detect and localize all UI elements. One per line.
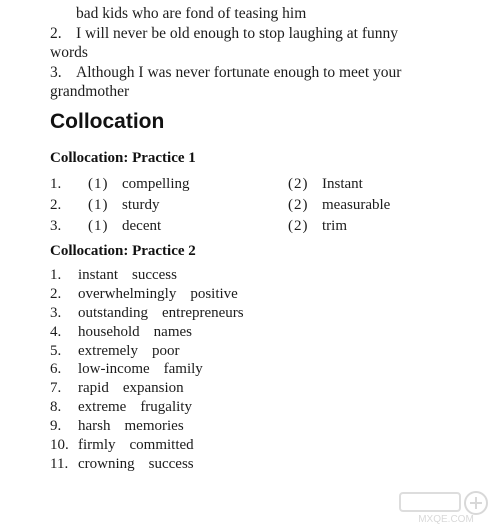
collocation-word-1: instant <box>78 267 118 283</box>
practice2-row <box>50 323 480 342</box>
practice2-row <box>50 304 480 323</box>
watermark-stamp <box>396 489 496 525</box>
collocation-word-1: extremely <box>78 342 138 359</box>
collocation-word-2: success <box>132 267 177 283</box>
practice1-row <box>50 216 480 237</box>
stamp-logo-icon <box>400 492 487 514</box>
row-number: 5. <box>50 342 62 359</box>
collocation-word-1: outstanding <box>78 304 148 321</box>
collocation-word-1: overwhelmingly <box>78 285 177 302</box>
practice1-row <box>50 195 480 216</box>
collocation-word-2: poor <box>151 342 180 359</box>
part-label: (1) <box>88 197 109 213</box>
collocation-word-2: memories <box>124 418 184 435</box>
answer-part-1 <box>88 195 288 216</box>
answer-word: trim <box>322 218 347 234</box>
collocation-word-2: expansion <box>122 380 184 397</box>
collocation-word-1: low-income <box>78 361 150 378</box>
intro-text: bad kids who are fond of teasing him <box>76 5 307 22</box>
practice2-row <box>50 455 480 474</box>
intro-number: 3. <box>50 63 62 81</box>
collocation-word-1: extreme <box>78 399 127 416</box>
practice2-row <box>50 285 480 304</box>
section-title: Collocation <box>50 110 165 133</box>
row-number: 3. <box>50 218 62 234</box>
intro-line <box>50 82 480 102</box>
row-number: 8. <box>50 399 62 416</box>
practice2-row <box>50 398 480 417</box>
collocation-word-1: household <box>78 323 140 340</box>
row-number: 10. <box>50 437 69 454</box>
practice2-row <box>50 360 480 379</box>
collocation-word-2: success <box>148 455 194 472</box>
intro-text: words <box>50 44 88 61</box>
row-number: 4. <box>50 323 62 340</box>
row-number: 6. <box>50 361 62 378</box>
answer-word: compelling <box>122 176 190 192</box>
answer-part-1 <box>88 216 288 237</box>
part-label: (1) <box>88 176 109 192</box>
collocation-word-2: frugality <box>140 399 192 416</box>
collocation-word-1: firmly <box>78 437 116 454</box>
row-number: 9. <box>50 418 62 435</box>
row-number: 2. <box>50 285 62 302</box>
row-number: 1. <box>50 176 62 192</box>
practice1-row <box>50 174 480 195</box>
row-number: 11. <box>50 455 69 472</box>
answer-part-2 <box>288 195 478 216</box>
collocation-word-1: crowning <box>78 455 135 472</box>
practice2-title: Collocation: Practice 2 <box>50 243 196 259</box>
row-number: 7. <box>50 380 62 397</box>
intro-text: I will never be old enough to stop laughing at funny <box>76 24 398 42</box>
intro-text: grandmother <box>50 83 130 100</box>
answer-word: measurable <box>322 197 391 213</box>
collocation-word-1: rapid <box>78 380 109 397</box>
intro-text: Although I was never fortunate enough to meet your <box>76 63 402 81</box>
part-label: (2) <box>288 218 309 234</box>
practice1-list <box>50 174 480 237</box>
part-label: (2) <box>288 176 309 192</box>
collocation-word-1: harsh <box>78 418 111 435</box>
intro-line <box>50 63 480 83</box>
answer-part-2 <box>288 174 478 195</box>
intro-number: 2. <box>50 24 62 42</box>
collocation-word-2: names <box>153 323 192 340</box>
answer-word: decent <box>122 218 162 234</box>
collocation-word-2: committed <box>129 437 194 454</box>
part-label: (1) <box>88 218 109 234</box>
practice2-row <box>50 266 480 285</box>
collocation-word-2: entrepreneurs <box>162 304 244 321</box>
row-number: 1. <box>50 267 62 283</box>
answer-word: sturdy <box>122 197 160 213</box>
practice2-row <box>50 342 480 361</box>
intro-line <box>50 43 480 63</box>
watermark-text: MXQE.COM <box>418 514 474 525</box>
intro-line <box>50 4 480 24</box>
intro-answers <box>50 4 480 102</box>
collocation-word-2: positive <box>190 285 238 302</box>
intro-line <box>50 24 480 44</box>
collocation-word-2: family <box>163 361 203 378</box>
practice2-row <box>50 379 480 398</box>
answer-part-1 <box>88 174 288 195</box>
practice2-row <box>50 436 480 455</box>
answer-word: Instant <box>322 176 363 192</box>
practice1-title: Collocation: Practice 1 <box>50 150 196 166</box>
row-number: 3. <box>50 304 62 321</box>
practice2-list <box>50 266 480 474</box>
part-label: (2) <box>288 197 309 213</box>
row-number: 2. <box>50 197 62 213</box>
answer-part-2 <box>288 216 478 237</box>
practice2-row <box>50 417 480 436</box>
